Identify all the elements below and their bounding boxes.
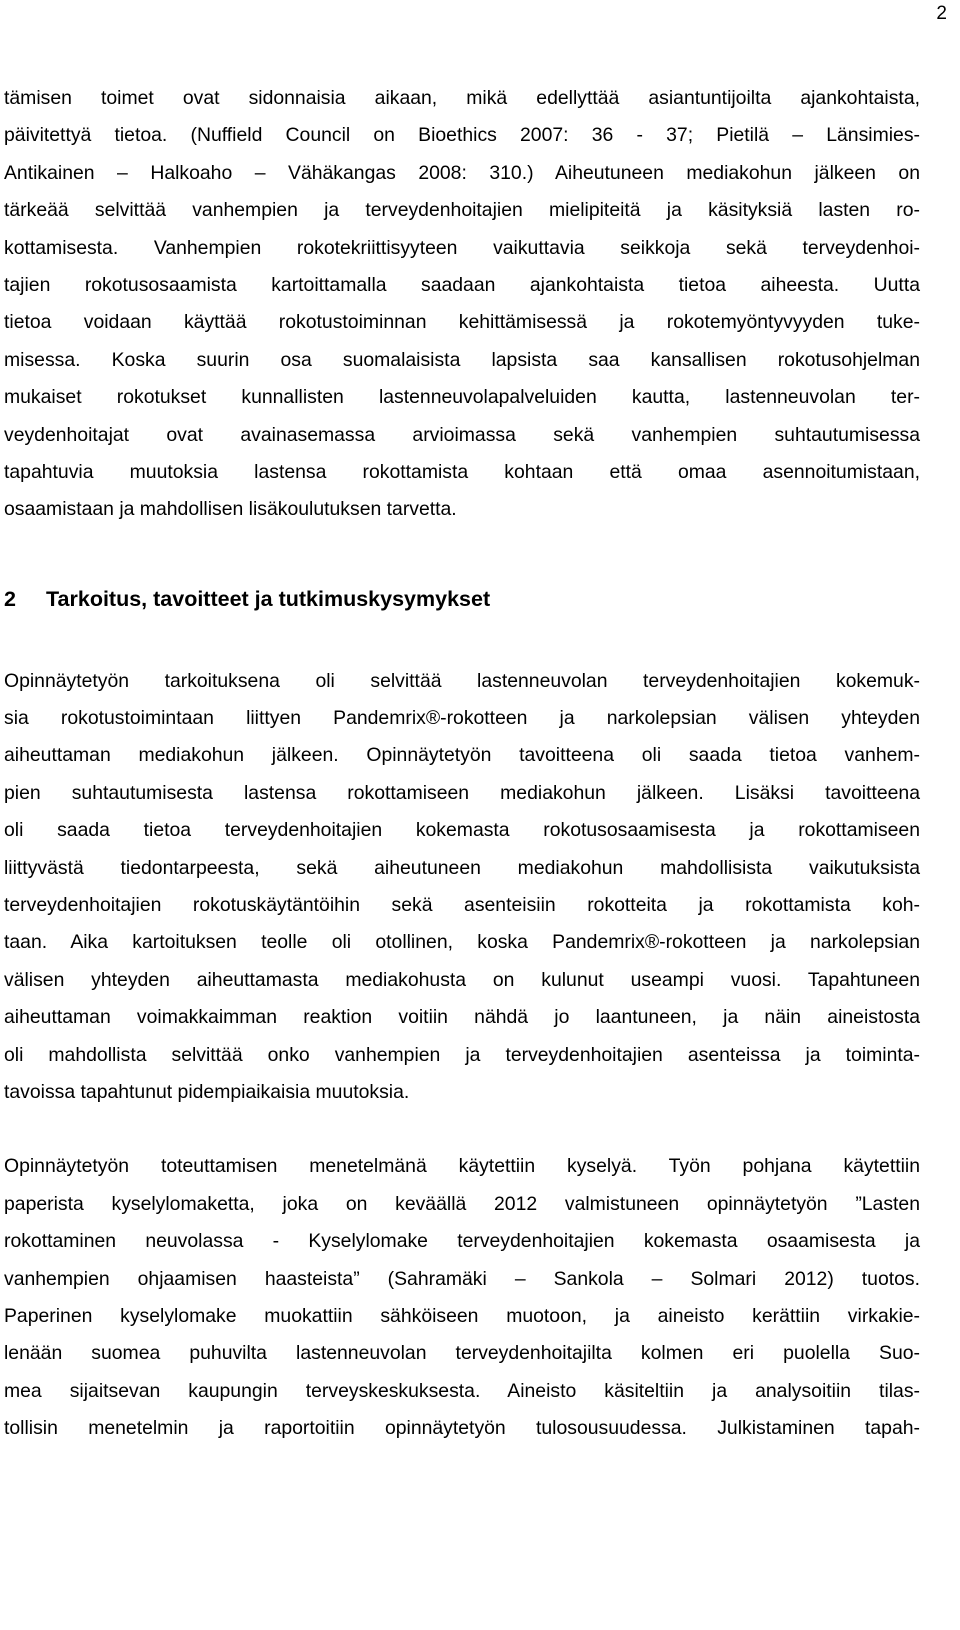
text-line: lenään suomea puhuvilta lastenneuvolan terveydenhoitajilta kolmen eri puolella Suo- [4,1342,920,1365]
text-line: oli mahdollista selvittää onko vanhempien ja terveydenhoitajien asenteissa ja toiminta- [4,1043,920,1066]
text-line: mukaiset rokotukset kunnallisten lastenneuvolapalveluiden kautta, lastenneuvolan ter- [4,386,920,409]
text-line: liittyvästä tiedontarpeesta, sekä aiheutuneen mediakohun mahdollisista vaikutuksista [4,856,920,879]
text-line: tämisen toimet ovat sidonnaisia aikaan, mikä edellyttää asiantuntijoilta ajankohtaista, [4,87,920,109]
text-line: osaamistaan ja mahdollisen lisäkoulutuksen tarvetta. [4,498,457,521]
text-line: oli saada tietoa terveydenhoitajien kokemasta rokotusosaamisesta ja rokottamiseen [4,819,920,842]
section-heading [4,579,920,619]
text-line: tavoissa tapahtunut pidempiaikaisia muutoksia. [4,1080,410,1103]
text-line: paperista kyselylomaketta, joka on keväällä 2012 valmistuneen opinnäytetyön ”Lasten [4,1192,920,1215]
text-line: päivitettyä tietoa. (Nuffield Council on Bioethics 2007: 36 - 37; Pietilä – Länsimies- [4,124,920,147]
text-line: tietoa voidaan käyttää rokotustoiminnan kehittämisessä ja rokotemyöntyvyyden tuke- [4,311,920,334]
text-line: sia rokotustoimintaan liittyen Pandemrix®-rokotteen ja narkolepsian välisen yhteyden [4,707,920,730]
paragraph-purpose [4,663,920,1112]
text-line: mea sijaitsevan kaupungin terveyskeskuksesta. Aineisto käsiteltiin ja analysoitiin tilas- [4,1379,920,1402]
text-line: rokottaminen neuvolassa - Kyselylomake terveydenhoitajien kokemasta osaamisesta ja [4,1230,920,1253]
text-line: tollisin menetelmin ja raportoitiin opinnäytetyön tulosousuudessa. Julkistaminen tapah- [4,1417,920,1440]
text-line: aiheuttaman mediakohun jälkeen. Opinnäytetyön tavoitteena oli saada tietoa vanhem- [4,744,920,767]
text-line: Antikainen – Halkoaho – Vähäkangas 2008: 310.) Aiheutuneen mediakohun jälkeen on [4,161,920,184]
paragraph-intro [4,80,920,529]
text-line: veydenhoitajat ovat avainasemassa arvioimassa sekä vanhempien suhtautumisessa [4,423,920,446]
text-line: kottamisesta. Vanhempien rokotekriittisyyteen vaikuttavia seikkoja sekä terveydenhoi- [4,236,920,259]
text-line: terveydenhoitajien rokotuskäytäntöihin sekä asenteisiin rokotteita ja rokottamista koh- [4,894,920,917]
text-line: pien suhtautumisesta lastensa rokottamiseen mediakohun jälkeen. Lisäksi tavoitteena [4,781,920,804]
text-line: taan. Aika kartoituksen teolle oli otollinen, koska Pandemrix®-rokotteen ja narkolepsian [4,931,920,954]
text-line: Opinnäytetyön tarkoituksena oli selvittää lastenneuvolan terveydenhoitajien kokemuk- [4,669,920,692]
section-title: Tarkoitus, tavoitteet ja tutkimuskysymykset [46,586,491,611]
section-number: 2 [4,586,16,611]
text-line: välisen yhteyden aiheuttamasta mediakohusta on kulunut useampi vuosi. Tapahtuneen [4,968,920,991]
text-line: tärkeää selvittää vanhempien ja terveydenhoitajien mielipiteitä ja käsityksiä lasten ro- [4,199,920,222]
text-line: misessa. Koska suurin osa suomalaisista lapsista saa kansallisen rokotusohjelman [4,348,920,371]
document-body [4,80,920,1448]
text-line: vanhempien ohjaamisen haasteista” (Sahramäki – Sankola – Solmari 2012) tuotos. [4,1267,920,1290]
page-number: 2 [936,3,947,24]
text-line: aiheuttaman voimakkaimman reaktion voitiin nähdä jo laantuneen, ja näin aineistosta [4,1006,920,1029]
text-line: tapahtuvia muutoksia lastensa rokottamista kohtaan että omaa asennoitumistaan, [4,460,920,483]
text-line: tajien rokotusosaamista kartoittamalla saadaan ajankohtaista tietoa aiheesta. Uutta [4,273,920,296]
text-line: Paperinen kyselylomake muokattiin sähköiseen muotoon, ja aineisto kerättiin virkakie- [4,1304,920,1327]
text-line: Opinnäytetyön toteuttamisen menetelmänä käytettiin kyselyä. Työn pohjana käytettiin [4,1155,920,1178]
paragraph-methods [4,1148,920,1447]
